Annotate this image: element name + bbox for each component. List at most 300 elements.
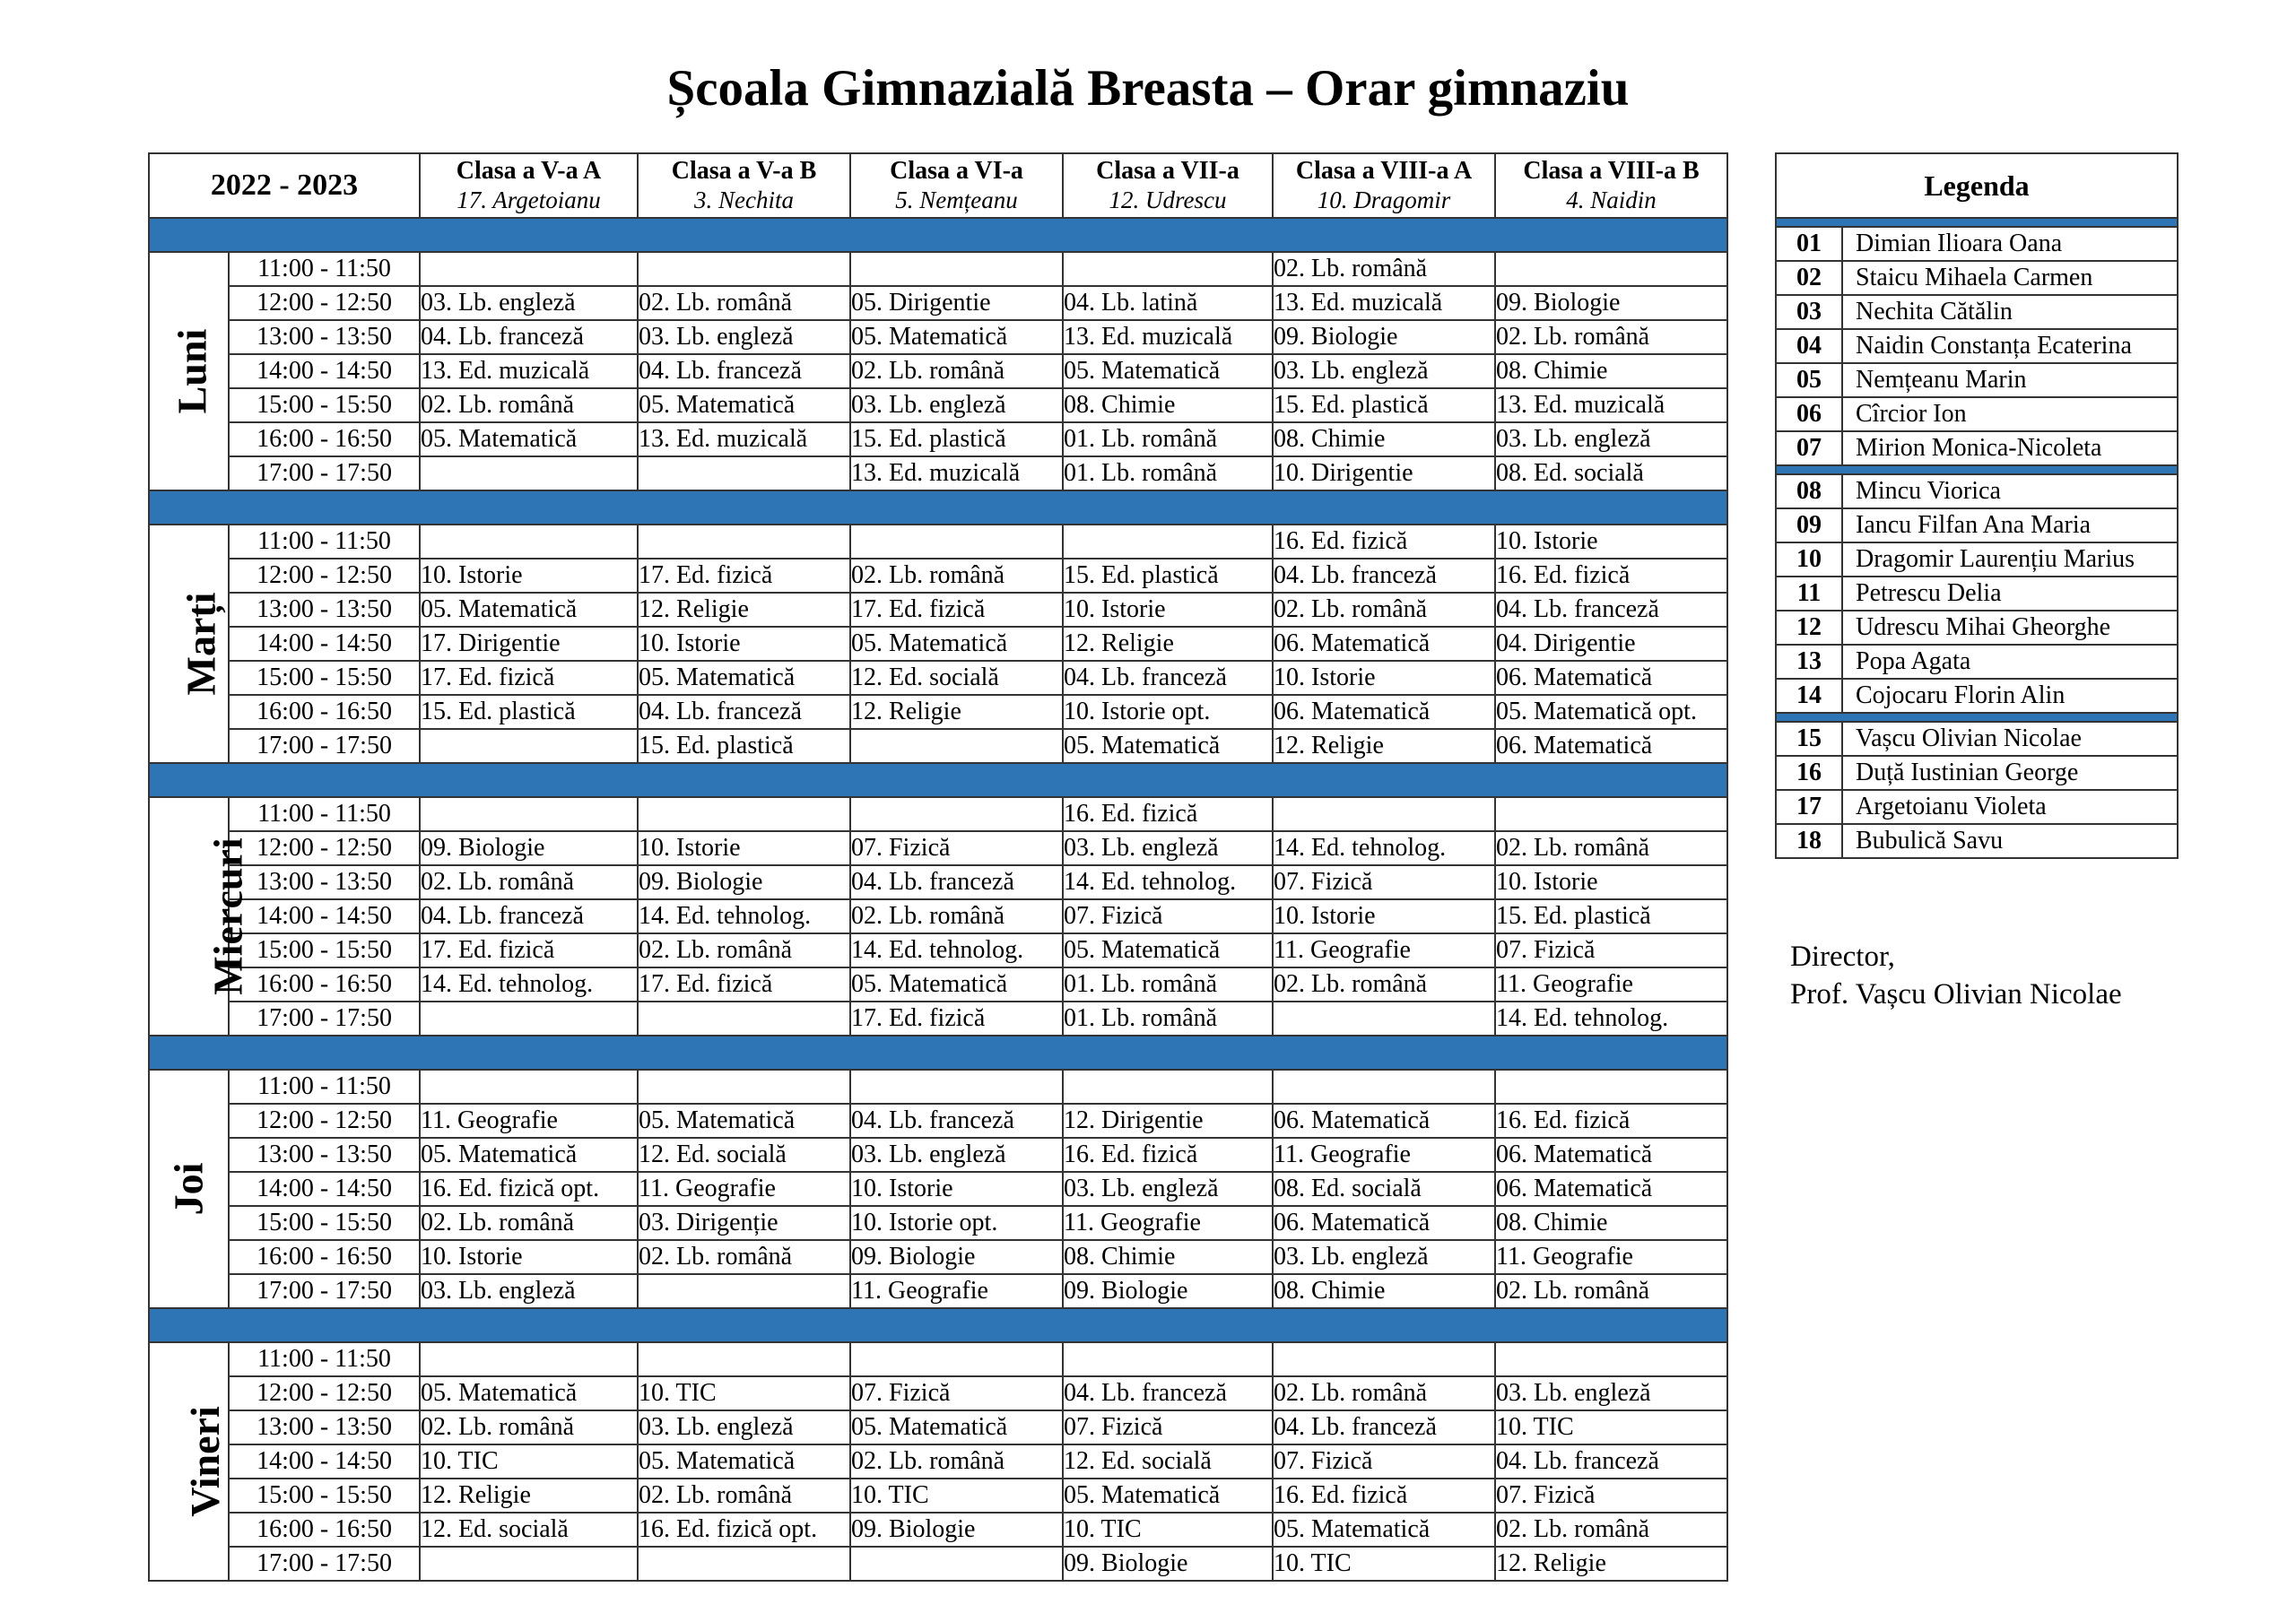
school-year-cell <box>149 153 420 218</box>
timetable-row <box>149 252 1727 286</box>
time-slot: 12:00 - 12:50 <box>229 286 420 320</box>
lesson-cell: 11. Geografie <box>850 1274 1063 1308</box>
lesson-cell: 04. Lb. franceză <box>638 354 850 388</box>
class-teacher: 17. Argetoianu <box>457 186 601 213</box>
lesson-cell <box>850 1547 1063 1581</box>
lesson-cell: 07. Fizică <box>1495 933 1727 967</box>
lesson-cell: 07. Fizică <box>1063 899 1273 933</box>
lesson-cell: 10. Istorie <box>420 1240 638 1274</box>
teacher-number: 13 <box>1776 645 1842 679</box>
legend-row <box>1776 577 2178 611</box>
class-header <box>1063 153 1273 218</box>
lesson-cell <box>1495 797 1727 831</box>
class-header <box>638 153 850 218</box>
lesson-cell: 08. Chimie <box>1495 354 1727 388</box>
lesson-cell: 12. Ed. socială <box>420 1513 638 1547</box>
lesson-cell: 13. Ed. muzicală <box>1063 320 1273 354</box>
lesson-cell: 03. Dirigenție <box>638 1206 850 1240</box>
lesson-cell: 14. Ed. tehnolog. <box>1063 865 1273 899</box>
timetable-row <box>149 1274 1727 1308</box>
lesson-cell: 05. Matematică <box>1063 354 1273 388</box>
teacher-name: Staicu Mihaela Carmen <box>1842 261 2178 295</box>
lesson-cell: 17. Ed. fizică <box>638 559 850 593</box>
lesson-cell: 09. Biologie <box>1495 286 1727 320</box>
lesson-cell: 07. Fizică <box>1273 865 1495 899</box>
teacher-number: 14 <box>1776 679 1842 713</box>
lesson-cell: 12. Religie <box>1273 729 1495 763</box>
lesson-cell: 04. Lb. franceză <box>850 1104 1063 1138</box>
lesson-cell <box>638 525 850 559</box>
lesson-cell: 08. Ed. socială <box>1495 456 1727 490</box>
lesson-cell: 02. Lb. română <box>1495 320 1727 354</box>
lesson-cell: 03. Lb. engleză <box>850 1138 1063 1172</box>
legend-title: Legenda <box>1776 153 2178 218</box>
timetable-row <box>149 320 1727 354</box>
teacher-name: Popa Agata <box>1842 645 2178 679</box>
timetable-row <box>149 559 1727 593</box>
lesson-cell: 01. Lb. română <box>1063 456 1273 490</box>
timetable-row <box>149 797 1727 831</box>
teacher-name: Duță Iustinian George <box>1842 756 2178 790</box>
teacher-name: Vașcu Olivian Nicolae <box>1842 722 2178 756</box>
lesson-cell <box>638 456 850 490</box>
lesson-cell: 12. Religie <box>850 695 1063 729</box>
timetable-row <box>149 1172 1727 1206</box>
lesson-cell <box>1273 1070 1495 1104</box>
lesson-cell: 14. Ed. tehnolog. <box>850 933 1063 967</box>
time-slot: 16:00 - 16:50 <box>229 967 420 1002</box>
lesson-cell <box>638 797 850 831</box>
timetable-row <box>149 456 1727 490</box>
lesson-cell: 07. Fizică <box>1063 1410 1273 1444</box>
legend-row <box>1776 790 2178 824</box>
lesson-cell: 07. Fizică <box>850 831 1063 865</box>
lesson-cell: 05. Matematică <box>850 967 1063 1002</box>
lesson-cell: 08. Chimie <box>1495 1206 1727 1240</box>
lesson-cell <box>638 1070 850 1104</box>
teacher-name: Naidin Constanța Ecaterina <box>1842 329 2178 363</box>
lesson-cell: 04. Lb. franceză <box>1273 1410 1495 1444</box>
lesson-cell <box>1063 1070 1273 1104</box>
lesson-cell: 13. Ed. muzicală <box>850 456 1063 490</box>
class-teacher: 10. Dragomir <box>1317 186 1451 213</box>
lesson-cell: 14. Ed. tehnolog. <box>638 899 850 933</box>
lesson-cell: 03. Lb. engleză <box>1063 1172 1273 1206</box>
separator-bar <box>149 1308 1727 1342</box>
legend-row <box>1776 431 2178 465</box>
timetable-row <box>149 967 1727 1002</box>
legend-row <box>1776 542 2178 577</box>
lesson-cell: 14. Ed. tehnolog. <box>1273 831 1495 865</box>
lesson-cell: 15. Ed. plastică <box>1273 388 1495 422</box>
lesson-cell: 05. Matematică opt. <box>1495 695 1727 729</box>
teacher-number: 02 <box>1776 261 1842 295</box>
lesson-cell <box>420 797 638 831</box>
lesson-cell: 05. Matematică <box>420 593 638 627</box>
time-slot: 17:00 - 17:50 <box>229 1002 420 1036</box>
legend-row <box>1776 329 2178 363</box>
lesson-cell: 13. Ed. muzicală <box>1495 388 1727 422</box>
day-label: Marți <box>178 592 224 696</box>
lesson-cell: 10. TIC <box>1273 1547 1495 1581</box>
lesson-cell <box>850 1342 1063 1376</box>
timetable-row <box>149 1240 1727 1274</box>
lesson-cell: 13. Ed. muzicală <box>420 354 638 388</box>
page-title: Școala Gimnazială Breasta – Orar gimnaziu <box>666 60 1630 117</box>
legend-body <box>1776 218 2178 858</box>
teacher-number: 12 <box>1776 611 1842 645</box>
class-teacher: 5. Nemțeanu <box>895 186 1018 213</box>
lesson-cell: 16. Ed. fizică <box>1495 1104 1727 1138</box>
lesson-cell: 06. Matematică <box>1495 729 1727 763</box>
time-slot: 14:00 - 14:50 <box>229 1444 420 1479</box>
lesson-cell: 06. Matematică <box>1273 1206 1495 1240</box>
time-slot: 17:00 - 17:50 <box>229 729 420 763</box>
timetable-row <box>149 1444 1727 1479</box>
time-slot: 16:00 - 16:50 <box>229 1513 420 1547</box>
lesson-cell: 15. Ed. plastică <box>1063 559 1273 593</box>
time-slot: 11:00 - 11:50 <box>229 1070 420 1104</box>
teacher-number: 10 <box>1776 542 1842 577</box>
teacher-name: Dimian Ilioara Oana <box>1842 227 2178 261</box>
lesson-cell: 16. Ed. fizică <box>1495 559 1727 593</box>
timetable-row <box>149 729 1727 763</box>
legend-row <box>1776 824 2178 858</box>
time-slot: 15:00 - 15:50 <box>229 1206 420 1240</box>
lesson-cell <box>1495 252 1727 286</box>
legend-separator <box>1776 218 2178 227</box>
lesson-cell <box>850 252 1063 286</box>
class-header <box>850 153 1063 218</box>
lesson-cell: 05. Matematică <box>420 422 638 456</box>
lesson-cell: 05. Matematică <box>850 627 1063 661</box>
time-slot: 16:00 - 16:50 <box>229 1240 420 1274</box>
teacher-number: 17 <box>1776 790 1842 824</box>
teacher-number: 18 <box>1776 824 1842 858</box>
legend-row <box>1776 363 2178 397</box>
lesson-cell: 10. TIC <box>638 1376 850 1410</box>
legend-row <box>1776 295 2178 329</box>
lesson-cell: 09. Biologie <box>1063 1547 1273 1581</box>
lesson-cell: 04. Dirigentie <box>1495 627 1727 661</box>
lesson-cell: 10. TIC <box>1495 1410 1727 1444</box>
lesson-cell: 17. Ed. fizică <box>850 593 1063 627</box>
lesson-cell: 11. Geografie <box>1063 1206 1273 1240</box>
lesson-cell: 17. Ed. fizică <box>420 933 638 967</box>
lesson-cell: 17. Ed. fizică <box>638 967 850 1002</box>
lesson-cell: 02. Lb. română <box>1495 831 1727 865</box>
class-header <box>1273 153 1495 218</box>
legend-row <box>1776 679 2178 713</box>
timetable-row <box>149 1342 1727 1376</box>
lesson-cell: 04. Lb. franceză <box>1273 559 1495 593</box>
lesson-cell: 01. Lb. română <box>1063 422 1273 456</box>
lesson-cell <box>638 1274 850 1308</box>
class-header <box>420 153 638 218</box>
lesson-cell: 16. Ed. fizică opt. <box>638 1513 850 1547</box>
time-slot: 13:00 - 13:50 <box>229 593 420 627</box>
lesson-cell <box>1495 1070 1727 1104</box>
time-slot: 15:00 - 15:50 <box>229 933 420 967</box>
timetable-row <box>149 1206 1727 1240</box>
class-name: Clasa a VIII-a B <box>1523 157 1700 185</box>
lesson-cell: 09. Biologie <box>1063 1274 1273 1308</box>
time-slot: 13:00 - 13:50 <box>229 320 420 354</box>
lesson-cell <box>420 456 638 490</box>
lesson-cell: 06. Matematică <box>1273 1104 1495 1138</box>
lesson-cell: 05. Dirigentie <box>850 286 1063 320</box>
lesson-cell: 06. Matematică <box>1495 1138 1727 1172</box>
day-cell <box>149 797 251 1036</box>
lesson-cell: 10. Istorie opt. <box>1063 695 1273 729</box>
separator-bar <box>149 218 1727 252</box>
lesson-cell <box>1273 1002 1495 1036</box>
teacher-number: 01 <box>1776 227 1842 261</box>
lesson-cell: 09. Biologie <box>850 1513 1063 1547</box>
lesson-cell: 16. Ed. fizică <box>1273 525 1495 559</box>
director-name: Prof. Vașcu Olivian Nicolae <box>1790 978 2122 1010</box>
time-slot: 12:00 - 12:50 <box>229 1376 420 1410</box>
lesson-cell: 12. Ed. socială <box>638 1138 850 1172</box>
lesson-cell: 02. Lb. română <box>420 865 638 899</box>
time-slot: 11:00 - 11:50 <box>229 1342 420 1376</box>
lesson-cell: 10. Istorie <box>420 559 638 593</box>
lesson-cell: 02. Lb. română <box>1495 1513 1727 1547</box>
lesson-cell: 10. TIC <box>850 1479 1063 1513</box>
lesson-cell: 15. Ed. plastică <box>1495 899 1727 933</box>
lesson-cell <box>1273 1342 1495 1376</box>
lesson-cell: 02. Lb. română <box>638 1240 850 1274</box>
class-teacher: 12. Udrescu <box>1109 186 1227 213</box>
lesson-cell: 02. Lb. română <box>850 559 1063 593</box>
teacher-number: 15 <box>1776 722 1842 756</box>
legend-row <box>1776 227 2178 261</box>
lesson-cell <box>1273 797 1495 831</box>
lesson-cell: 13. Ed. muzicală <box>1273 286 1495 320</box>
teacher-name: Nemțeanu Marin <box>1842 363 2178 397</box>
timetable-row <box>149 1070 1727 1104</box>
lesson-cell <box>420 525 638 559</box>
lesson-cell: 07. Fizică <box>1495 1479 1727 1513</box>
lesson-cell: 02. Lb. română <box>1273 967 1495 1002</box>
class-teacher: 4. Naidin <box>1566 186 1657 213</box>
lesson-cell: 11. Geografie <box>1273 933 1495 967</box>
lesson-cell: 04. Lb. franceză <box>1063 661 1273 695</box>
lesson-cell: 04. Lb. franceză <box>1063 1376 1273 1410</box>
legend-separator <box>1776 465 2178 474</box>
timetable <box>148 152 1728 1582</box>
lesson-cell: 02. Lb. română <box>1273 593 1495 627</box>
lesson-cell: 01. Lb. română <box>1063 1002 1273 1036</box>
time-slot: 13:00 - 13:50 <box>229 865 420 899</box>
day-separator <box>149 1036 1727 1070</box>
separator-bar <box>149 763 1727 797</box>
lesson-cell <box>1063 1342 1273 1376</box>
lesson-cell: 05. Matematică <box>1063 729 1273 763</box>
class-header <box>1495 153 1727 218</box>
time-slot: 14:00 - 14:50 <box>229 627 420 661</box>
lesson-cell <box>1063 252 1273 286</box>
legend-row <box>1776 261 2178 295</box>
timetable-header-row <box>149 153 1727 218</box>
teacher-name: Cîrcior Ion <box>1842 397 2178 431</box>
timetable-row <box>149 831 1727 865</box>
lesson-cell: 05. Matematică <box>420 1138 638 1172</box>
lesson-cell: 17. Ed. fizică <box>850 1002 1063 1036</box>
lesson-cell <box>850 729 1063 763</box>
lesson-cell: 10. Istorie opt. <box>850 1206 1063 1240</box>
lesson-cell: 09. Biologie <box>1273 320 1495 354</box>
teacher-number: 04 <box>1776 329 1842 363</box>
lesson-cell: 16. Ed. fizică opt. <box>420 1172 638 1206</box>
lesson-cell: 05. Matematică <box>850 1410 1063 1444</box>
lesson-cell <box>420 252 638 286</box>
timetable-row <box>149 661 1727 695</box>
legend-separator <box>1776 713 2178 722</box>
legend-row <box>1776 756 2178 790</box>
lesson-cell: 05. Matematică <box>850 320 1063 354</box>
timetable-body <box>149 218 1727 1581</box>
lesson-cell: 16. Ed. fizică <box>1063 1138 1273 1172</box>
lesson-cell: 03. Lb. engleză <box>1273 1240 1495 1274</box>
lesson-cell: 02. Lb. română <box>1273 1376 1495 1410</box>
lesson-cell: 05. Matematică <box>1063 933 1273 967</box>
director-role: Director, <box>1790 941 1895 973</box>
lesson-cell: 01. Lb. română <box>1063 967 1273 1002</box>
lesson-cell: 08. Chimie <box>1273 422 1495 456</box>
separator-bar <box>1776 713 2178 722</box>
timetable-row <box>149 1138 1727 1172</box>
day-label: Joi <box>165 1162 212 1216</box>
time-slot: 17:00 - 17:50 <box>229 456 420 490</box>
teacher-number: 09 <box>1776 508 1842 542</box>
teacher-name: Cojocaru Florin Alin <box>1842 679 2178 713</box>
timetable-row <box>149 627 1727 661</box>
teacher-name: Udrescu Mihai Gheorghe <box>1842 611 2178 645</box>
legend-row <box>1776 397 2178 431</box>
lesson-cell <box>638 1002 850 1036</box>
time-slot: 17:00 - 17:50 <box>229 1547 420 1581</box>
legend-row <box>1776 645 2178 679</box>
day-separator <box>149 763 1727 797</box>
lesson-cell <box>420 1547 638 1581</box>
day-cell <box>149 1070 229 1308</box>
lesson-cell: 08. Chimie <box>1063 1240 1273 1274</box>
day-separator <box>149 218 1727 252</box>
timetable-row <box>149 593 1727 627</box>
teacher-number: 11 <box>1776 577 1842 611</box>
legend-header-row <box>1776 153 2178 218</box>
lesson-cell: 02. Lb. română <box>638 1479 850 1513</box>
class-name: Clasa a V-a A <box>456 157 602 185</box>
teacher-name: Iancu Filfan Ana Maria <box>1842 508 2178 542</box>
lesson-cell: 10. Dirigentie <box>1273 456 1495 490</box>
lesson-cell: 04. Lb. franceză <box>1495 593 1727 627</box>
timetable-row <box>149 865 1727 899</box>
lesson-cell: 11. Geografie <box>1273 1138 1495 1172</box>
lesson-cell: 12. Religie <box>1495 1547 1727 1581</box>
class-name: Clasa a VIII-a A <box>1295 157 1473 185</box>
day-label: Miercuri <box>204 837 251 995</box>
teacher-number: 07 <box>1776 431 1842 465</box>
lesson-cell: 12. Ed. socială <box>1063 1444 1273 1479</box>
teacher-name: Mirion Monica-Nicoleta <box>1842 431 2178 465</box>
class-name: Clasa a VI-a <box>890 157 1023 185</box>
lesson-cell <box>420 729 638 763</box>
lesson-cell: 08. Chimie <box>1273 1274 1495 1308</box>
lesson-cell: 05. Matematică <box>1063 1479 1273 1513</box>
timetable-row <box>149 1376 1727 1410</box>
lesson-cell: 14. Ed. tehnolog. <box>420 967 638 1002</box>
lesson-cell: 09. Biologie <box>420 831 638 865</box>
time-slot: 11:00 - 11:50 <box>229 525 420 559</box>
lesson-cell: 06. Matematică <box>1495 1172 1727 1206</box>
time-slot: 14:00 - 14:50 <box>229 354 420 388</box>
lesson-cell: 10. Istorie <box>1063 593 1273 627</box>
teacher-name: Argetoianu Violeta <box>1842 790 2178 824</box>
teacher-number: 06 <box>1776 397 1842 431</box>
lesson-cell: 11. Geografie <box>1495 967 1727 1002</box>
lesson-cell: 12. Religie <box>420 1479 638 1513</box>
separator-bar <box>1776 465 2178 474</box>
lesson-cell: 10. Istorie <box>1273 899 1495 933</box>
separator-bar <box>1776 218 2178 227</box>
lesson-cell: 02. Lb. română <box>420 388 638 422</box>
lesson-cell: 06. Matematică <box>1273 627 1495 661</box>
lesson-cell: 02. Lb. română <box>1495 1274 1727 1308</box>
lesson-cell: 05. Matematică <box>420 1376 638 1410</box>
lesson-cell: 05. Matematică <box>638 1444 850 1479</box>
time-slot: 12:00 - 12:50 <box>229 559 420 593</box>
lesson-cell: 04. Lb. franceză <box>850 865 1063 899</box>
teacher-name: Nechita Cătălin <box>1842 295 2178 329</box>
time-slot: 15:00 - 15:50 <box>229 661 420 695</box>
lesson-cell: 02. Lb. română <box>420 1410 638 1444</box>
lesson-cell: 10. Istorie <box>850 1172 1063 1206</box>
teacher-name: Dragomir Laurențiu Marius <box>1842 542 2178 577</box>
lesson-cell: 08. Ed. socială <box>1273 1172 1495 1206</box>
lesson-cell: 12. Dirigentie <box>1063 1104 1273 1138</box>
lesson-cell <box>420 1070 638 1104</box>
legend-row <box>1776 508 2178 542</box>
class-name: Clasa a VII-a <box>1096 157 1239 185</box>
lesson-cell: 15. Ed. plastică <box>850 422 1063 456</box>
lesson-cell: 12. Religie <box>1063 627 1273 661</box>
lesson-cell <box>638 1547 850 1581</box>
lesson-cell <box>638 1342 850 1376</box>
lesson-cell: 03. Lb. engleză <box>420 286 638 320</box>
time-slot: 12:00 - 12:50 <box>229 1104 420 1138</box>
lesson-cell <box>850 797 1063 831</box>
lesson-cell: 02. Lb. română <box>420 1206 638 1240</box>
separator-bar <box>149 490 1727 525</box>
time-slot: 15:00 - 15:50 <box>229 388 420 422</box>
day-cell <box>149 252 229 490</box>
lesson-cell: 05. Matematică <box>1273 1513 1495 1547</box>
lesson-cell: 03. Lb. engleză <box>1495 422 1727 456</box>
lesson-cell: 11. Geografie <box>420 1104 638 1138</box>
lesson-cell: 03. Lb. engleză <box>638 1410 850 1444</box>
day-separator <box>149 1308 1727 1342</box>
lesson-cell: 03. Lb. engleză <box>638 320 850 354</box>
lesson-cell <box>420 1342 638 1376</box>
lesson-cell <box>850 1070 1063 1104</box>
class-name: Clasa a V-a B <box>671 157 817 185</box>
lesson-cell: 03. Lb. engleză <box>420 1274 638 1308</box>
lesson-cell: 02. Lb. română <box>638 286 850 320</box>
lesson-cell: 03. Lb. engleză <box>850 388 1063 422</box>
lesson-cell: 05. Matematică <box>638 1104 850 1138</box>
